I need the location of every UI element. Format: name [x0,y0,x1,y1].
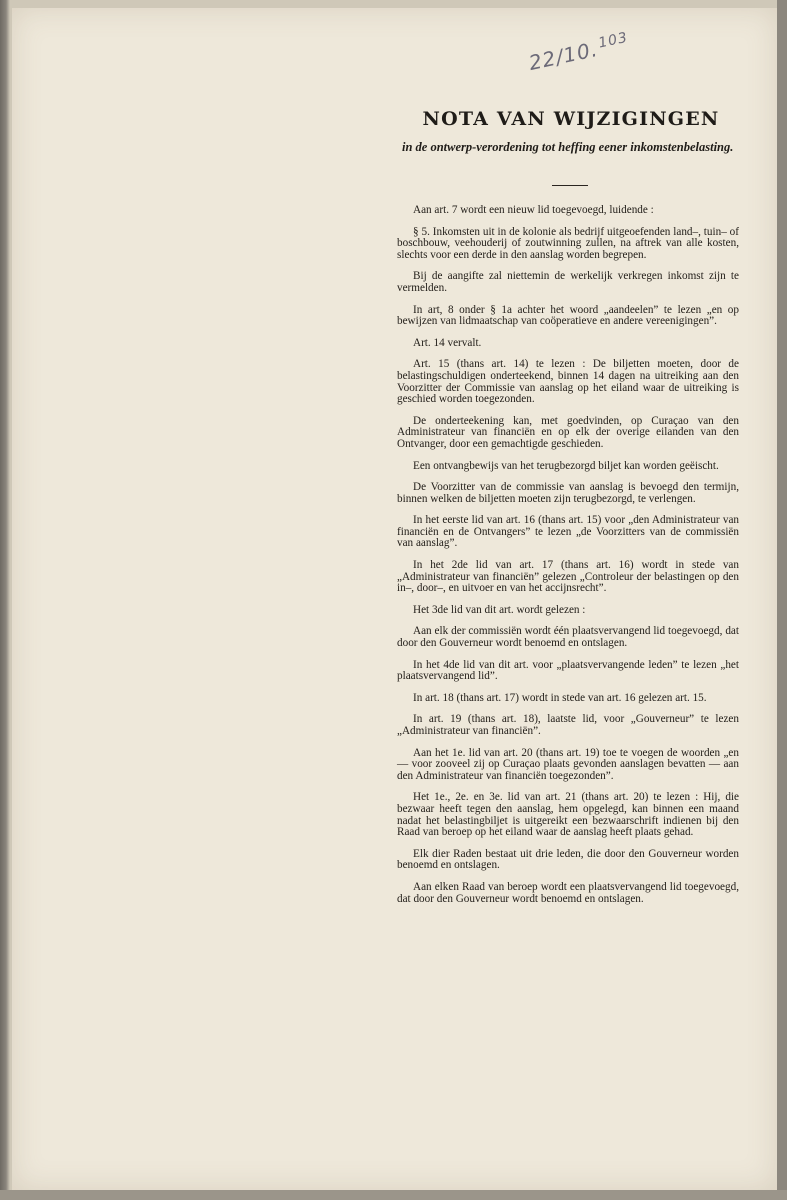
paragraph: Het 1e., 2e. en 3e. lid van art. 21 (thans art. 20) te lezen : Hij, die bezwaar heeft tegen den aanslag, hem opgelegd, kan binnen een maand nadat het belastingbiljet is uitgereikt een bezwaarschrift indienen bij den Raad van beroep op het eiland waar de aanslag heeft plaats gehad. [397,791,739,839]
scan-edge-bottom [0,1190,787,1200]
paragraph: In het eerste lid van art. 16 (thans art. 15) voor „den Administrateur van financiën en de Ontvangers” te lezen „de Voorzitters van de commissiën van aanslag”. [397,514,739,550]
paragraph: In het 4de lid van dit art. voor „plaatsvervangende leden” te lezen „het plaatsvervangend lid”. [397,658,739,683]
annotation-date: 22/10. [526,36,601,75]
paragraph: De onderteekening kan, met goedvinden, op Curaçao van den Administrateur van financiën en op elk der overige eilanden van den Ontvanger, door een gemachtigde geschieden. [397,414,739,450]
document-body [397,205,739,915]
paragraph: Het 3de lid van dit art. wordt gelezen : [413,603,586,616]
paragraph: Aan het 1e. lid van art. 20 (thans art. 19) toe te voegen de woorden „en — voor zooveel zij op Curaçao plaats gevonden aanslagen bevatten — aan den Administrateur van financiën toegezonden”. [397,746,739,782]
paragraph: Art. 15 (thans art. 14) te lezen : De biljetten moeten, door de belastingschuldigen onderteekend, binnen 14 dagen na uitreiking aan den Voorzitter der Commissie van aanslag op het eiland waar de uitreiking is geschied worden toegezonden. [397,358,739,406]
paragraph: In het 2de lid van art. 17 (thans art. 16) wordt in stede van „Administrateur van financiën” gelezen „Controleur der belastingen op den in–, door–, en uitvoer en van het accijnsrecht”. [397,559,739,595]
paragraph: Aan elken Raad van beroep wordt een plaatsvervangend lid toegevoegd, dat door den Gouverneur wordt benoemd en ontslagen. [397,880,739,905]
paragraph: In art. 19 (thans art. 18), laatste lid, voor „Gouverneur” te lezen „Administrateur van financiën”. [397,713,739,737]
paragraph: Een ontvangbewijs van het terugbezorgd biljet kan worden geëischt. [413,459,719,472]
paragraph: Aan art. 7 wordt een nieuw lid toegevoegd, luidende : [413,204,654,216]
scan-edge-right [777,0,787,1200]
paragraph: In art, 8 onder § 1a achter het woord „aandeelen” te lezen „en op bewijzen van lidmaatschap van coöperatieve en andere vereenigingen”. [397,303,739,328]
paragraph: Art. 14 vervalt. [413,336,482,349]
annotation-number: 103 [596,29,630,52]
paragraph: De Voorzitter van de commissie van aanslag is bevoegd den termijn, binnen welken de biljetten moeten zijn terugbezorgd, te verlengen. [397,481,739,505]
paragraph: In art. 18 (thans art. 17) wordt in stede van art. 16 gelezen art. 15. [413,691,707,704]
document-subtitle: in de ontwerp-verordening tot heffing eener inkomstenbelasting. [402,140,734,154]
paragraph: Aan elk der commissiën wordt één plaatsvervangend lid toegevoegd, dat door den Gouverneur wordt benoemd en ontslagen. [397,625,739,650]
document-title: NOTA VAN WIJZIGINGEN [422,108,720,130]
paragraph: § 5. Inkomsten uit in de kolonie als bedrijf uitgeoefenden land–, tuin– of boschbouw, veehouderij of zoutwinning zullen, na aftrek van alle kosten, slechts voor een derde in den aanslag worden begrepen. [397,225,739,261]
title-divider [552,185,588,186]
paragraph: Bij de aangifte zal niettemin de werkelijk verkregen inkomst zijn te vermelden. [397,270,739,294]
paragraph: Elk dier Raden bestaat uit drie leden, die door den Gouverneur worden benoemd en ontslagen. [397,847,739,872]
